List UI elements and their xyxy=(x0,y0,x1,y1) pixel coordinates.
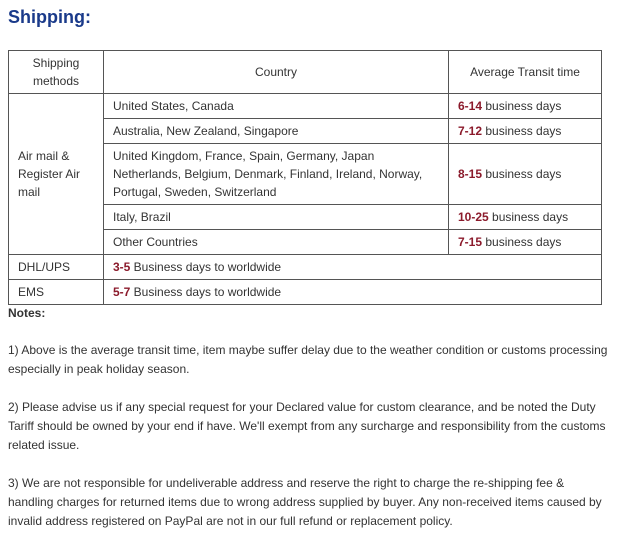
transit-unit: business days xyxy=(482,167,562,181)
transit-range: 7-12 xyxy=(458,124,483,138)
transit-cell xyxy=(449,94,602,119)
table-row xyxy=(9,94,602,119)
country-cell: Other Countries xyxy=(104,230,449,255)
table-row xyxy=(9,280,602,305)
transit-cell xyxy=(449,144,602,205)
transit-text: Business days to worldwide xyxy=(130,285,282,299)
transit-unit: business days xyxy=(482,235,562,249)
country-cell: Italy, Brazil xyxy=(104,205,449,230)
transit-cell xyxy=(449,230,602,255)
transit-range: 8-15 xyxy=(458,167,483,181)
header-shipping-methods: Shipping methods xyxy=(9,51,104,94)
table-row xyxy=(9,255,602,280)
header-country: Country xyxy=(104,51,449,94)
transit-cell xyxy=(449,205,602,230)
country-cell: United States, Canada xyxy=(104,94,449,119)
dhl-transit-cell xyxy=(104,255,602,280)
transit-cell xyxy=(449,119,602,144)
notes-title: Notes: xyxy=(8,306,46,320)
method-airmail: Air mail & Register Air mail xyxy=(9,94,104,255)
page-title: Shipping: xyxy=(8,7,91,27)
transit-range: 3-5 xyxy=(113,260,131,274)
shipping-table xyxy=(8,50,602,305)
note-item: 3) We are not responsible for undeliverable address and reserve the right to charge the re-shipping fee & handling charges for returned items due to wrong address supplied by buyer. Any non-received items caused by invalid address registered on PayPal are not in our full refund or replacement policy. xyxy=(8,476,602,528)
transit-unit: business days xyxy=(488,210,569,224)
note-item: 2) Please advise us if any special request for your Declared value for custom clearance, and be noted the Duty Tariff should be owned by your end if have. We'll exempt from any surcharge and responsibility from the customs related issue. xyxy=(8,400,606,452)
transit-range: 10-25 xyxy=(458,210,489,224)
transit-unit: business days xyxy=(482,124,562,138)
country-cell: United Kingdom, France, Spain, Germany, Japan Netherlands, Belgium, Denmark, Finland, Ireland, Norway, Portugal, Sweden, Switzerland xyxy=(104,144,449,205)
transit-text: Business days to worldwide xyxy=(130,260,282,274)
note-item: 1) Above is the average transit time, item maybe suffer delay due to the weather condition or customs processing especially in peak holiday season. xyxy=(8,343,608,376)
transit-range: 5-7 xyxy=(113,285,131,299)
transit-range: 6-14 xyxy=(458,99,483,113)
table-header-row xyxy=(9,51,602,94)
transit-range: 7-15 xyxy=(458,235,483,249)
method-dhl-ups: DHL/UPS xyxy=(9,255,104,280)
header-transit-time: Average Transit time xyxy=(449,51,602,94)
transit-unit: business days xyxy=(482,99,562,113)
ems-transit-cell xyxy=(104,280,602,305)
country-cell: Australia, New Zealand, Singapore xyxy=(104,119,449,144)
method-ems: EMS xyxy=(9,280,104,305)
